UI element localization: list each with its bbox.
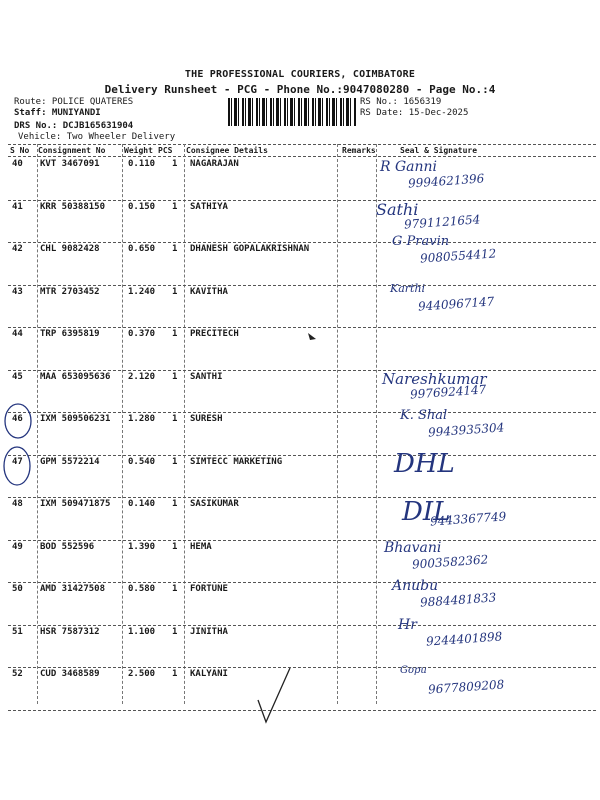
row-signature: G Pravin [392, 234, 450, 249]
row-phone-handwritten: 9884481833 [419, 590, 497, 610]
row-phone-handwritten: 9244401898 [425, 628, 503, 649]
row-consignment: TRP 6395819 [40, 329, 100, 339]
row-consignment: KVT 3467091 [40, 159, 100, 169]
row-phone-handwritten: 9976924147 [409, 381, 487, 402]
row-phone-handwritten: 9080554412 [419, 246, 497, 266]
row-consignee: HEMA [190, 541, 212, 552]
row-consignee: NAGARAJAN [190, 159, 239, 169]
row-weight: 2.500 [128, 669, 156, 679]
row-weight: 0.540 [128, 456, 156, 467]
col-consignee: Consignee Details [186, 146, 268, 155]
row-consignee: SURESH [190, 414, 223, 424]
col-pcs: PCS [158, 146, 173, 155]
row-consignee: FORTUNE [190, 584, 228, 594]
row-weight: 2.120 [128, 371, 156, 382]
row-pcs: 1 [172, 286, 178, 297]
row-consignee: SANTHI [190, 371, 223, 382]
row-consignment: GPM 5572214 [40, 456, 100, 467]
col-weight: Weight [124, 146, 153, 155]
row-weight: 1.390 [128, 541, 156, 552]
row-phone-handwritten: 9440967147 [417, 293, 495, 314]
row-pcs: 1 [172, 329, 178, 339]
row-consignee: SASIKUMAR [190, 499, 239, 509]
row-weight: 1.280 [128, 414, 156, 424]
row-pcs: 1 [172, 584, 178, 594]
col-consignment: Consignment No [38, 146, 106, 155]
row-consignee: KALYANI [190, 669, 228, 679]
row-phone-handwritten: 9943935304 [427, 420, 505, 440]
row-consignment: IXM 509506231 [40, 414, 111, 424]
row-phone-handwritten: 9443367749 [429, 509, 507, 529]
check-mark [258, 668, 290, 722]
row-phone-handwritten: 9677809208 [427, 677, 505, 697]
row-pcs: 1 [172, 626, 178, 637]
row-sno: 44 [12, 329, 23, 339]
row-signature: DIL [402, 497, 451, 527]
row-weight: 0.580 [128, 584, 156, 594]
row-sno: 51 [12, 626, 23, 637]
row-sno: 45 [12, 371, 23, 382]
row-signature: Sathi [376, 199, 419, 219]
row-signature: Gopu [400, 665, 427, 676]
row-phone-handwritten: 9994621396 [407, 171, 485, 191]
row-weight: 1.100 [128, 626, 156, 637]
row-signature: K. Shal [400, 408, 448, 423]
row-signature: Nareshkumar [382, 369, 487, 388]
row-sno: 43 [12, 286, 23, 297]
row-consignee: SIMTECC MARKETING [190, 456, 283, 467]
rs-date: RS Date: 15-Dec-2025 [360, 108, 469, 118]
row-consignment: IXM 509471875 [40, 499, 111, 509]
row-pcs: 1 [172, 244, 178, 254]
row-signature: Bhavani [384, 539, 442, 556]
row-weight: 0.370 [128, 329, 156, 339]
row-sno: 50 [12, 584, 23, 594]
row-phone-handwritten: 9003582362 [411, 551, 489, 572]
row-consignment: MTR 2703452 [40, 286, 100, 297]
row-consignment: KRR 50388150 [40, 201, 106, 212]
row-consignee: SATHIYA [190, 201, 228, 212]
col-sno: S No [10, 146, 30, 155]
rs-number: RS No.: 1656319 [360, 97, 442, 107]
row-weight: 0.140 [128, 499, 156, 509]
row-phone-handwritten: 9791121654 [403, 211, 481, 232]
row-consignment: CHL 9082428 [40, 244, 100, 254]
row-signature: Karthi [390, 281, 426, 295]
row-sno: 41 [12, 201, 23, 212]
col-remarks: Remarks [342, 146, 376, 155]
row-sno: 48 [12, 499, 23, 509]
route-label: Route: POLICE QUATERES [14, 97, 134, 107]
row-sno: 47 [12, 456, 23, 467]
row-pcs: 1 [172, 414, 178, 424]
row-pcs: 1 [172, 456, 178, 467]
row-47-circle-mark [4, 447, 30, 485]
row-signature: Hr [398, 616, 417, 633]
row-consignee: PRECITECH [190, 329, 239, 339]
row-weight: 1.240 [128, 286, 156, 297]
row-weight: 0.650 [128, 244, 156, 254]
row-pcs: 1 [172, 669, 178, 679]
row-pcs: 1 [172, 371, 178, 382]
row-sno: 46 [12, 414, 23, 424]
row-consignment: MAA 653095636 [40, 371, 111, 382]
row-sno: 40 [12, 159, 23, 169]
row-consignment: AMD 31427508 [40, 584, 106, 594]
arrow-mark [308, 333, 316, 340]
col-signature: Seal & Signature [400, 146, 478, 155]
company-title: THE PROFESSIONAL COURIERS, COIMBATORE [184, 69, 416, 80]
staff-label: Staff: MUNIYANDI [14, 108, 101, 118]
row-consignee: KAVITHA [190, 286, 228, 297]
row-weight: 0.110 [128, 159, 156, 169]
row-consignee: DHANESH GOPALAKRISHNAN [190, 244, 310, 254]
row-sno: 42 [12, 244, 23, 254]
row-signature: Anubu [392, 578, 439, 594]
drs-number: DRS No.: DCJB165631904 [14, 121, 134, 131]
vehicle-label: Vehicle: Two Wheeler Delivery [18, 132, 176, 142]
row-sno: 49 [12, 541, 23, 552]
row-weight: 0.150 [128, 201, 156, 212]
row-sno: 52 [12, 669, 23, 679]
row-consignment: CUD 3468589 [40, 669, 100, 679]
runsheet-subtitle: Delivery Runsheet - PCG - Phone No.:9047080280 - Page No.:4 [104, 83, 496, 96]
row-signature: R Ganni [380, 159, 438, 175]
row-consignment: BOD 552596 [40, 541, 95, 552]
row-consignment: HSR 7587312 [40, 626, 100, 637]
row-46-circle-mark [5, 404, 31, 438]
row-pcs: 1 [172, 499, 178, 509]
row-consignee: JINITHA [190, 626, 228, 637]
row-pcs: 1 [172, 159, 178, 169]
row-signature: DHL [394, 448, 455, 479]
row-pcs: 1 [172, 541, 178, 552]
row-pcs: 1 [172, 201, 178, 212]
